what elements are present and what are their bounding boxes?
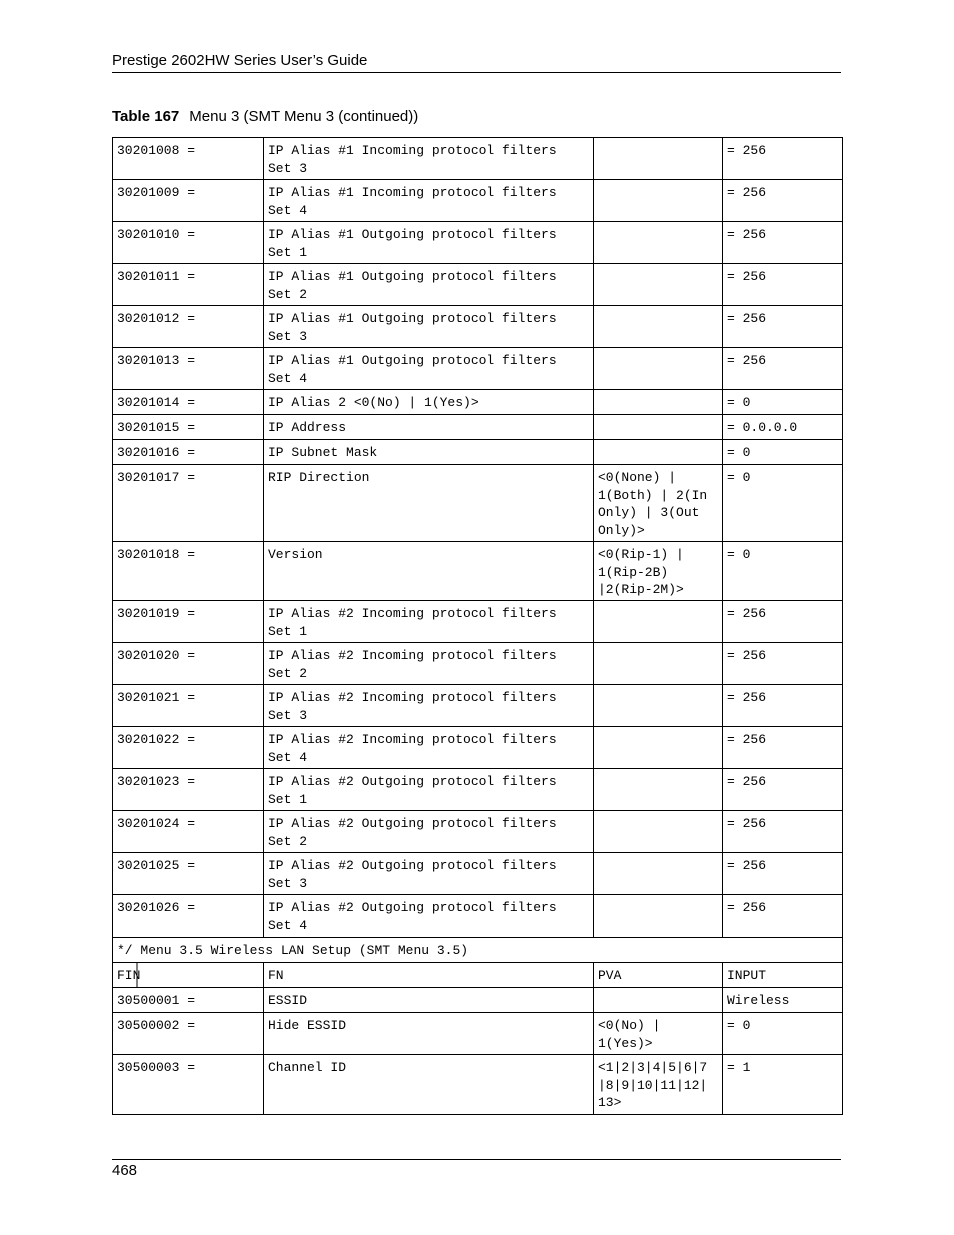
fin-cell: 30201024 = [113, 811, 264, 853]
fn-cell: IP Alias 2 <0(No) | 1(Yes)> [264, 390, 594, 415]
fin-cell: 30201021 = [113, 685, 264, 727]
input-cell: = 256 [723, 306, 843, 348]
page-number: 468 [112, 1162, 138, 1179]
fn-cell: Version [264, 542, 594, 601]
fn-cell: IP Alias #2 Incoming protocol filters Set 3 [264, 685, 594, 727]
fin-cell: 30500003 = [113, 1055, 264, 1115]
table-caption-text: Menu 3 (SMT Menu 3 (continued)) [189, 108, 419, 125]
fn-cell: IP Alias #1 Outgoing protocol filters Set 1 [264, 222, 594, 264]
smt-menu-table [112, 137, 843, 1115]
fin-cell: 30500001 = [113, 988, 264, 1013]
table-row [113, 853, 843, 895]
fn-cell: Channel ID [264, 1055, 594, 1115]
fin-cell: 30201019 = [113, 601, 264, 643]
input-cell: = 256 [723, 264, 843, 306]
column-header-input: INPUT [723, 963, 843, 988]
pva-cell [594, 222, 723, 264]
fin-cell: 30201023 = [113, 769, 264, 811]
table-body-wireless [113, 988, 843, 1115]
input-cell: Wireless [723, 988, 843, 1013]
pva-cell: <0(Rip-1) | 1(Rip-2B) |2(Rip-2M)> [594, 542, 723, 601]
fn-cell: IP Alias #2 Outgoing protocol filters Set 2 [264, 811, 594, 853]
input-cell: = 256 [723, 895, 843, 938]
pva-cell [594, 988, 723, 1013]
input-cell: = 256 [723, 180, 843, 222]
pva-cell [594, 769, 723, 811]
fin-cell: 30201022 = [113, 727, 264, 769]
header-divider [112, 72, 841, 73]
pva-cell [594, 727, 723, 769]
table-row [113, 988, 843, 1013]
input-cell: = 256 [723, 222, 843, 264]
table-row [113, 306, 843, 348]
column-header-fn: FN [264, 963, 594, 988]
input-cell: = 256 [723, 601, 843, 643]
fn-cell: IP Alias #1 Incoming protocol filters Set 3 [264, 138, 594, 180]
fn-cell: IP Alias #1 Incoming protocol filters Set 4 [264, 180, 594, 222]
fn-cell: RIP Direction [264, 465, 594, 542]
pva-cell [594, 306, 723, 348]
section-title: */ Menu 3.5 Wireless LAN Setup (SMT Menu 3.5) [113, 938, 843, 963]
fin-cell: 30201009 = [113, 180, 264, 222]
table-row [113, 643, 843, 685]
input-cell: = 1 [723, 1055, 843, 1115]
table-row [113, 465, 843, 542]
column-header-pva: PVA [594, 963, 723, 988]
pva-cell: <0(No) | 1(Yes)> [594, 1013, 723, 1055]
input-cell: = 0 [723, 390, 843, 415]
table-row [113, 895, 843, 938]
table-caption-label: Table 167 [112, 108, 180, 125]
table-row [113, 390, 843, 415]
pva-cell [594, 415, 723, 440]
input-cell: = 0 [723, 440, 843, 465]
fin-cell: 30201015 = [113, 415, 264, 440]
table-row [113, 1055, 843, 1115]
table-row [113, 811, 843, 853]
fin-cell: 30201018 = [113, 542, 264, 601]
fn-cell: IP Alias #1 Outgoing protocol filters Set 2 [264, 264, 594, 306]
fin-cell: 30201026 = [113, 895, 264, 938]
table-row [113, 727, 843, 769]
fn-cell: IP Alias #2 Incoming protocol filters Set 1 [264, 601, 594, 643]
pva-cell [594, 180, 723, 222]
pva-cell [594, 348, 723, 390]
fn-cell: ESSID [264, 988, 594, 1013]
fin-cell: 30201025 = [113, 853, 264, 895]
fn-cell: IP Alias #1 Outgoing protocol filters Set 3 [264, 306, 594, 348]
fin-cell: 30201011 = [113, 264, 264, 306]
input-cell: = 0 [723, 465, 843, 542]
fin-cell: 30201016 = [113, 440, 264, 465]
fn-cell: IP Alias #2 Incoming protocol filters Set 4 [264, 727, 594, 769]
table-caption [112, 108, 418, 125]
pva-cell: <1|2|3|4|5|6|7 |8|9|10|11|12| 13> [594, 1055, 723, 1115]
pva-cell [594, 390, 723, 415]
fn-cell: IP Address [264, 415, 594, 440]
fin-cell: 30201014 = [113, 390, 264, 415]
table-row [113, 180, 843, 222]
input-cell: = 256 [723, 811, 843, 853]
pva-cell: <0(None) | 1(Both) | 2(In Only) | 3(Out Only)> [594, 465, 723, 542]
pva-cell [594, 853, 723, 895]
table-row [113, 1013, 843, 1055]
pva-cell [594, 685, 723, 727]
fn-cell: IP Alias #1 Outgoing protocol filters Set 4 [264, 348, 594, 390]
fin-cell: 30500002 = [113, 1013, 264, 1055]
fn-cell: IP Alias #2 Outgoing protocol filters Set 4 [264, 895, 594, 938]
fn-cell: IP Alias #2 Outgoing protocol filters Set 3 [264, 853, 594, 895]
pva-cell [594, 264, 723, 306]
fn-cell: IP Alias #2 Incoming protocol filters Set 2 [264, 643, 594, 685]
table-row [113, 769, 843, 811]
input-cell: = 0 [723, 1013, 843, 1055]
pva-cell [594, 601, 723, 643]
table-row [113, 601, 843, 643]
table-row [113, 264, 843, 306]
pva-cell [594, 643, 723, 685]
pva-cell [594, 138, 723, 180]
column-header-row [113, 963, 843, 988]
table-body-menu-3-5 [113, 938, 843, 988]
fin-cell: 30201010 = [113, 222, 264, 264]
table-row [113, 685, 843, 727]
section-row [113, 938, 843, 963]
column-header-fin-label: FIN [117, 968, 141, 983]
table-row [113, 348, 843, 390]
table-row [113, 415, 843, 440]
fin-cell: 30201008 = [113, 138, 264, 180]
input-cell: = 256 [723, 685, 843, 727]
table-body-menu-3 [113, 138, 843, 938]
table-row [113, 542, 843, 601]
input-cell: = 256 [723, 769, 843, 811]
fin-cell: 30201012 = [113, 306, 264, 348]
pva-cell [594, 440, 723, 465]
input-cell: = 256 [723, 643, 843, 685]
table-row [113, 138, 843, 180]
footer-divider [112, 1159, 841, 1160]
input-cell: = 0 [723, 542, 843, 601]
fn-cell: IP Alias #2 Outgoing protocol filters Set 1 [264, 769, 594, 811]
table-row [113, 222, 843, 264]
pva-cell [594, 811, 723, 853]
input-cell: = 256 [723, 348, 843, 390]
column-header-fin [113, 963, 264, 988]
input-cell: = 256 [723, 853, 843, 895]
input-cell: = 256 [723, 138, 843, 180]
running-header-title: Prestige 2602HW Series User’s Guide [112, 52, 368, 69]
fin-cell: 30201017 = [113, 465, 264, 542]
fin-cell: 30201020 = [113, 643, 264, 685]
input-cell: = 256 [723, 727, 843, 769]
fn-cell: Hide ESSID [264, 1013, 594, 1055]
fin-cell: 30201013 = [113, 348, 264, 390]
table-row [113, 440, 843, 465]
fn-cell: IP Subnet Mask [264, 440, 594, 465]
pva-cell [594, 895, 723, 938]
input-cell: = 0.0.0.0 [723, 415, 843, 440]
